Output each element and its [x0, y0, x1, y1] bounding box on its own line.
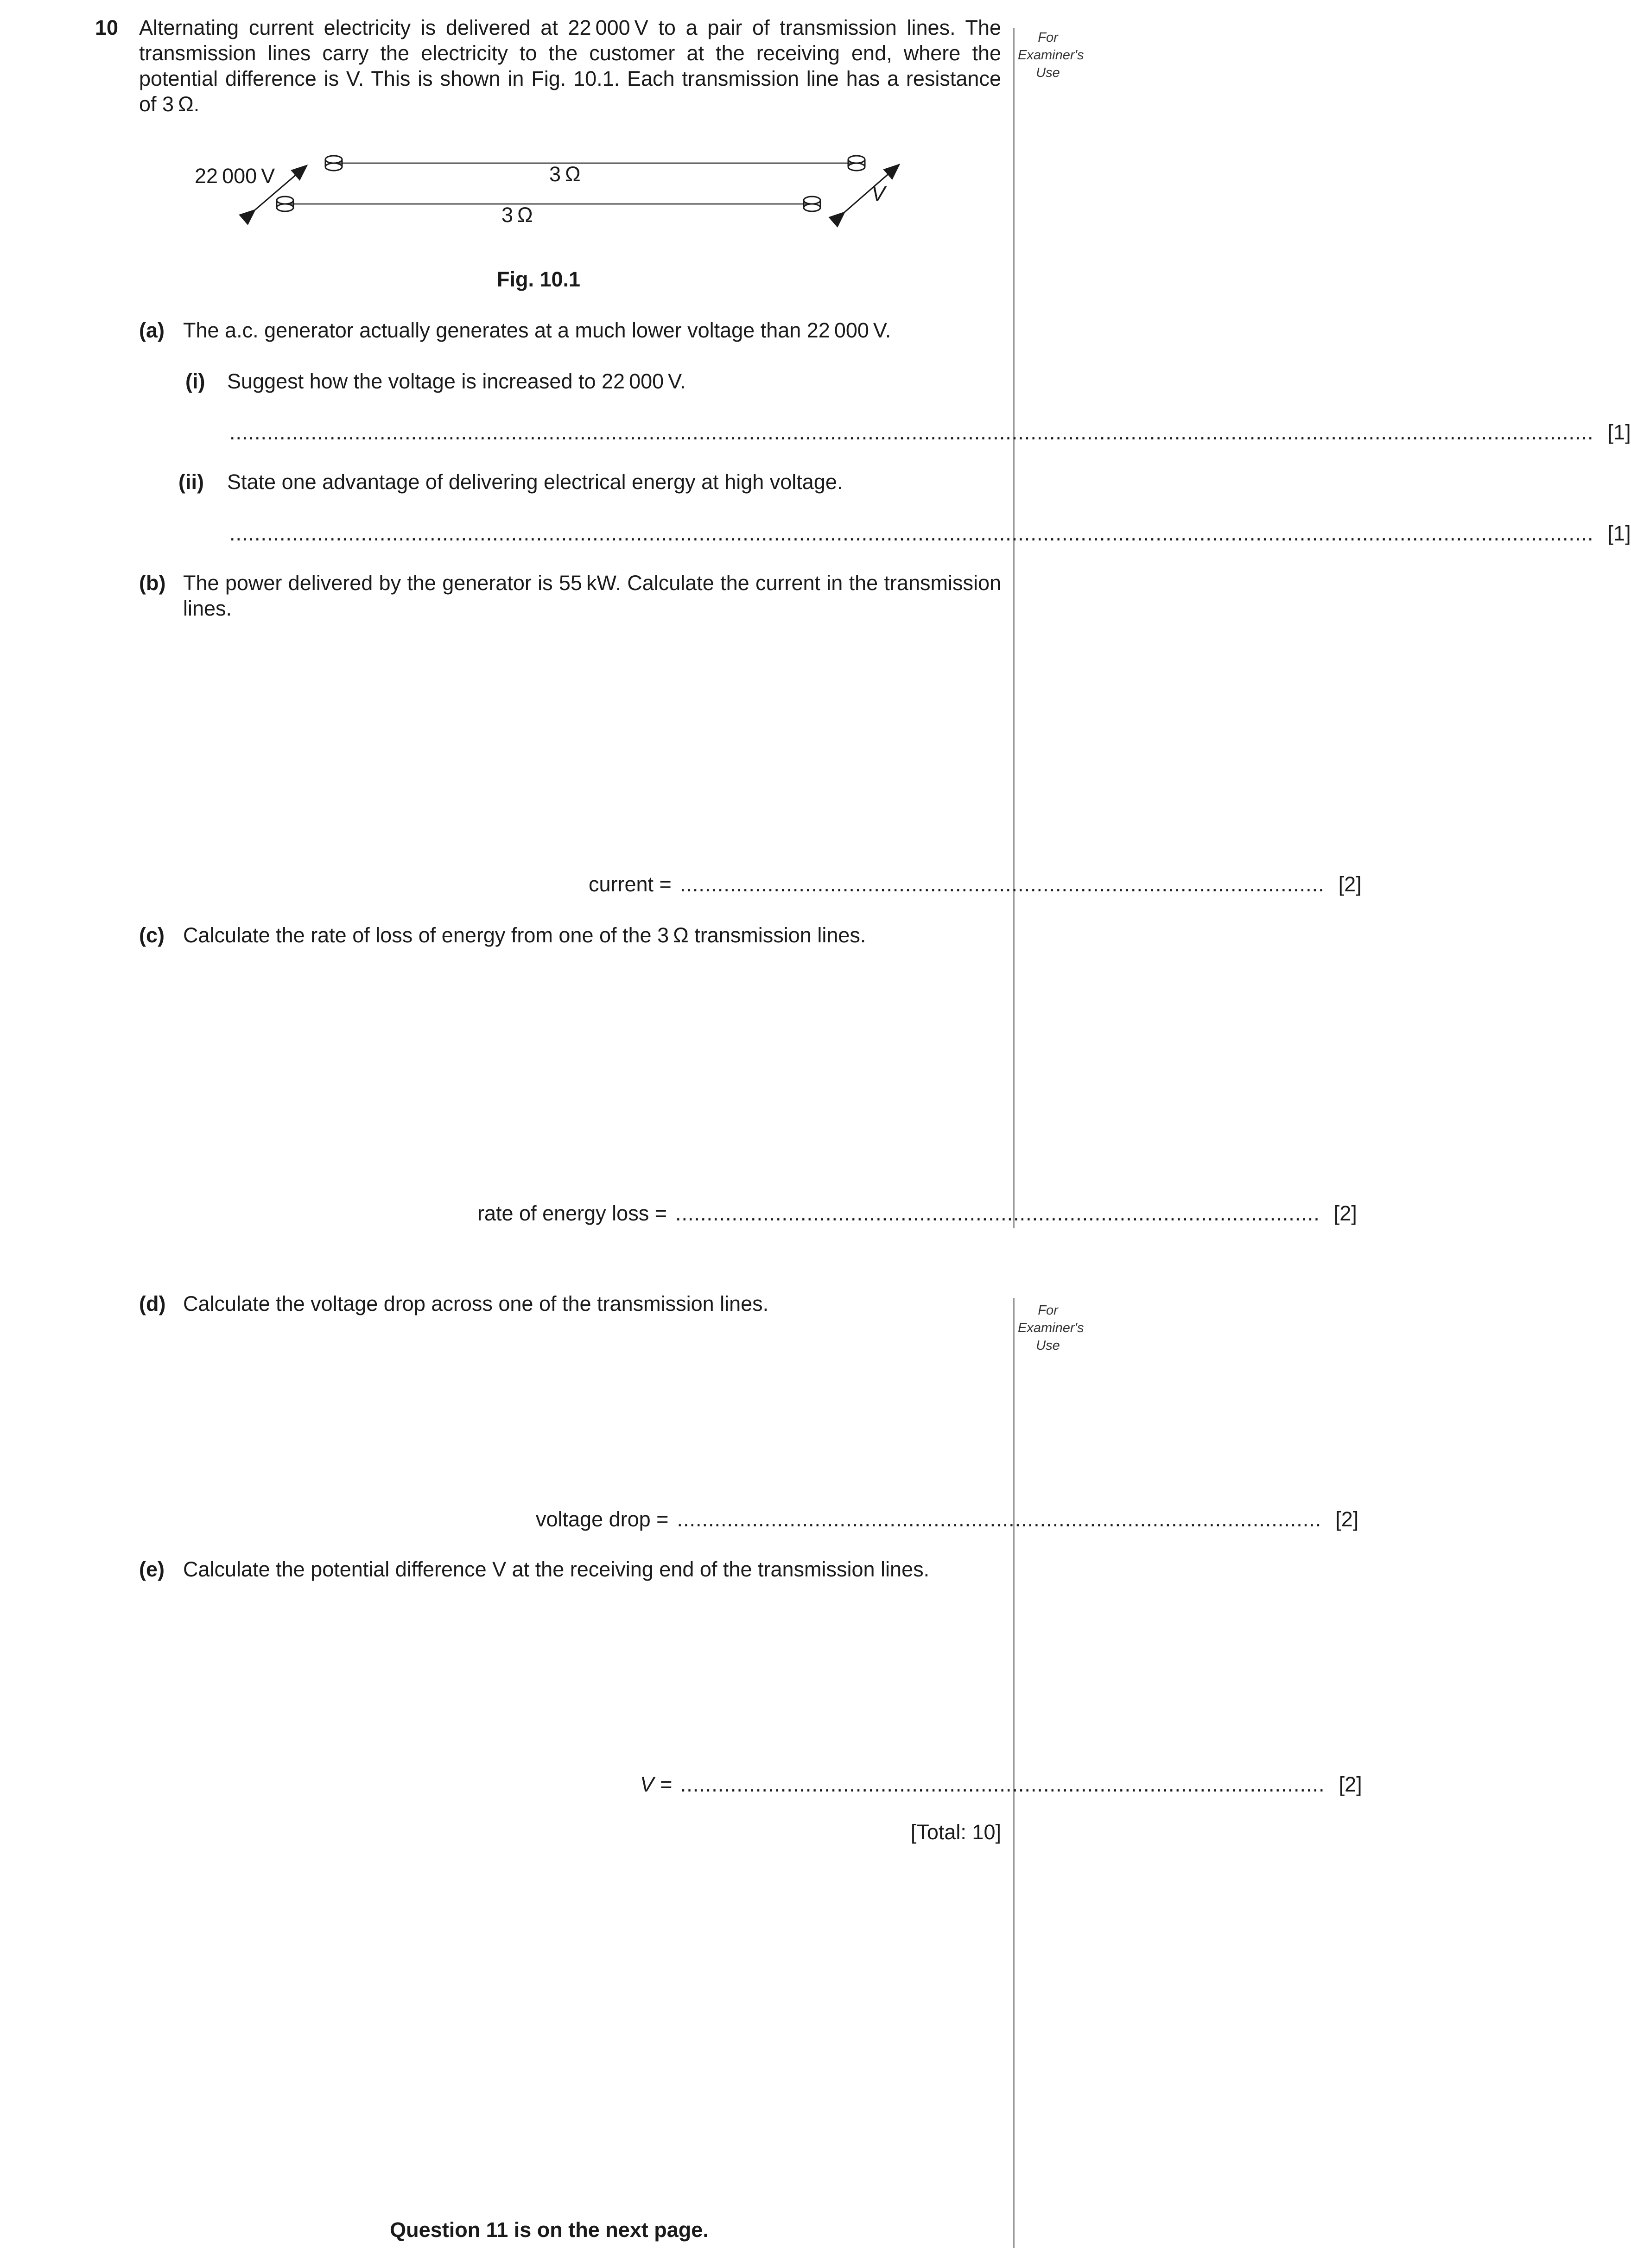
part-a-i-answer-line[interactable] — [229, 419, 1631, 445]
part-a-ii-label: (ii) — [178, 470, 204, 494]
part-c-answer[interactable] — [477, 1201, 1357, 1226]
question-number: 10 — [95, 16, 119, 39]
part-d-marks: [2] — [1335, 1507, 1359, 1531]
part-c-marks: [2] — [1333, 1201, 1357, 1225]
examiner-margin-line-top — [1013, 28, 1015, 1228]
answer-dots: .......................................................................................................................................................................................................................... — [229, 420, 1594, 444]
part-c-label: (c) — [139, 923, 165, 947]
part-a-text: The a.c. generator actually generates at a much lower voltage than 22 000 V. — [183, 318, 891, 342]
answer-dots: ....................................................................................................... — [677, 1507, 1322, 1531]
answer-dots: .......................................................................................................................................................................................................................... — [229, 521, 1594, 545]
part-e-text: Calculate the potential difference V at the receiving end of the transmission lines. — [183, 1557, 930, 1581]
part-d-label: (d) — [139, 1292, 166, 1315]
part-c-text: Calculate the rate of loss of energy from one of the 3 Ω transmission lines. — [183, 923, 866, 947]
bottom-line-resistance-label: 3 Ω — [501, 203, 533, 227]
part-a-ii-answer-line[interactable] — [229, 521, 1631, 546]
transmission-line-diagram — [185, 146, 927, 229]
top-line-resistance-label: 3 Ω — [549, 162, 581, 186]
answer-dots: ....................................................................................................... — [679, 872, 1325, 896]
part-b-text: The power delivered by the generator is 55 kW. Calculate the current in the transmission lines. — [183, 571, 1001, 620]
part-d-answer[interactable] — [536, 1506, 1359, 1532]
part-a-ii-marks: [1] — [1607, 521, 1631, 545]
source-voltage-label: 22 000 V — [195, 164, 275, 188]
part-e-answer-label: V = — [640, 1772, 672, 1796]
question-total: [Total: 10] — [910, 1820, 1001, 1844]
part-a-i-marks: [1] — [1607, 420, 1631, 444]
figure-caption: Fig. 10.1 — [497, 267, 581, 291]
part-d-text: Calculate the voltage drop across one of the transmission lines. — [183, 1292, 769, 1315]
part-d-answer-label: voltage drop = — [536, 1507, 669, 1531]
receiving-voltage-label: V — [871, 182, 886, 205]
examiner-use-note-second: For Examiner's Use — [1018, 1303, 1084, 1353]
answer-dots: ....................................................................................................... — [675, 1201, 1320, 1225]
part-b-answer[interactable] — [589, 871, 1362, 897]
part-b-marks: [2] — [1338, 872, 1362, 896]
part-a-label: (a) — [139, 318, 165, 342]
part-c-answer-label: rate of energy loss = — [477, 1201, 667, 1225]
answer-dots: ....................................................................................................... — [680, 1772, 1325, 1796]
part-e-marks: [2] — [1339, 1772, 1362, 1796]
page-footer: Question 11 is on the next page. — [390, 2218, 709, 2242]
part-b-label: (b) — [139, 571, 166, 595]
part-a-i-label: (i) — [185, 369, 205, 393]
examiner-use-note: For Examiner's Use — [1018, 30, 1084, 80]
part-a-i-text: Suggest how the voltage is increased to 22 000 V. — [227, 369, 686, 393]
part-e-label: (e) — [139, 1557, 165, 1581]
part-b-answer-label: current = — [589, 872, 672, 896]
part-a-ii-text: State one advantage of delivering electrical energy at high voltage. — [227, 470, 843, 494]
part-e-answer[interactable] — [640, 1772, 1362, 1797]
question-intro: Alternating current electricity is delivered at 22 000 V to a pair of transmission lines. The transmission lines carry the electricity to the customer at the receiving end, where the potential difference is V. This is shown in Fig. 10.1. Each transmission line has a resistance of 3 Ω. — [139, 16, 1001, 116]
